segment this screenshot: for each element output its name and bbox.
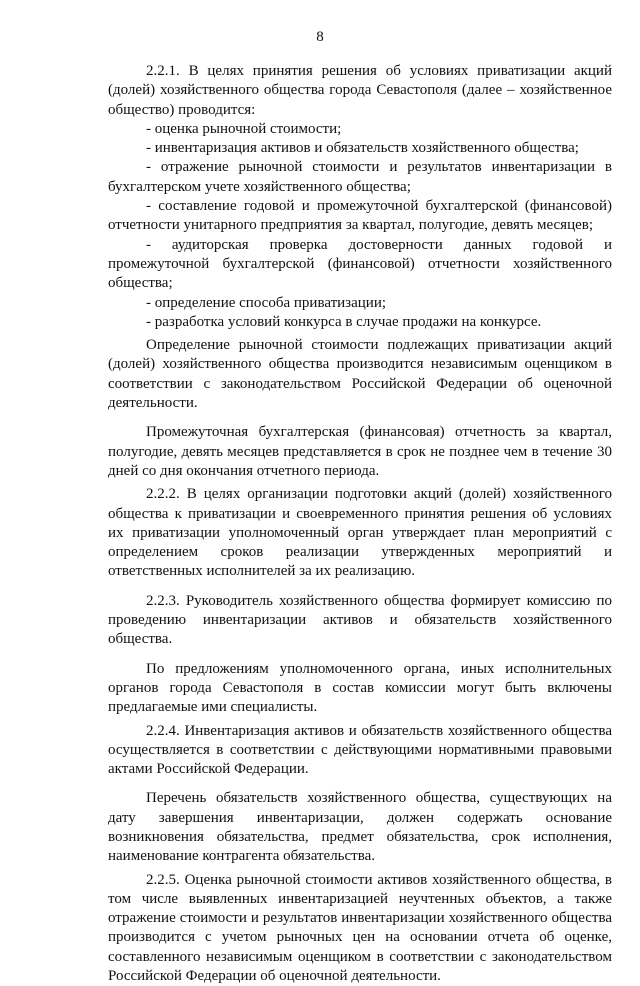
paragraph-2-2-3: 2.2.3. Руководитель хозяйственного общества формирует комиссию по проведению инвентаризации активов и обязательств хозяйственного общества. bbox=[108, 592, 612, 648]
paragraph-2-2-5: 2.2.5. Оценка рыночной стоимости активов хозяйственного общества, в том числе выявленных инвентаризацией неучтенных объектов, а также отражение стоимости и результатов инвентаризации хозяйственного общества производится с учетом рыночных цен на основании отчета об оценке, составленного независимым оценщиком в соответствии с законодательством Российской Федерации об оценочной деятельности. bbox=[108, 871, 612, 985]
page-number: 8 bbox=[316, 29, 324, 45]
list-item-tender-terms: - разработка условий конкурса в случае продажи на конкурсе. bbox=[146, 313, 542, 330]
list-item-reporting: - составление годовой и промежуточной бухгалтерской (финансовой) отчетности унитарного предприятия за квартал, полугодие, девять месяцев; bbox=[108, 198, 612, 234]
paragraph-interim-reporting: Промежуточная бухгалтерская (финансовая) отчетность за квартал, полугодие, девять месяцев представляется в срок не позднее чем в течение 30 дней со дня окончания отчетного периода. bbox=[108, 424, 612, 479]
list-item-accounting: - отражение рыночной стоимости и результатов инвентаризации в бухгалтерском учете хозяйственного общества; bbox=[108, 159, 612, 195]
paragraph-market-value-determination: Определение рыночной стоимости подлежащих приватизации акций (долей) хозяйственного общества производится независимым оценщиком в соответствии с законодательством Российской Федерации об оценочной деятельности. bbox=[108, 337, 612, 412]
paragraph-2-2-1: 2.2.1. В целях принятия решения об условиях приватизации акций (долей) хозяйственного общества города Севастополя (далее – хозяйственное общество) проводится: bbox=[108, 63, 612, 118]
list-item-privatization-method: - определение способа приватизации; bbox=[146, 294, 387, 311]
paragraph-2-2-2: 2.2.2. В целях организации подготовки акций (долей) хозяйственного общества к приватизации и своевременного принятия решения об условиях их приватизации уполномоченный орган утверждает план мероприятий с определением сроков реализации утвержденных мероприятий и ответственных исполнителей за их реализацию. bbox=[108, 486, 612, 580]
list-item-market-value: - оценка рыночной стоимости; bbox=[146, 120, 342, 137]
paragraph-2-2-4: 2.2.4. Инвентаризация активов и обязательств хозяйственного общества осуществляется в соответствии с действующими нормативными правовыми актами Российской Федерации. bbox=[108, 722, 612, 778]
list-item-audit: - аудиторская проверка достоверности данных годовой и промежуточной бухгалтерской (финансовой) отчетности хозяйственного общества; bbox=[108, 236, 612, 292]
paragraph-commission-members: По предложениям уполномоченного органа, иных исполнительных органов города Севастополя в состав комиссии могут быть включены предлагаемые ими специалисты. bbox=[108, 660, 612, 716]
list-item-inventory: - инвентаризация активов и обязательств хозяйственного общества; bbox=[146, 140, 579, 157]
paragraph-obligations-list: Перечень обязательств хозяйственного общества, существующих на дату завершения инвентаризации, должен содержать основание возникновения обязательства, предмет обязательства, срок исполнения, наименование контрагента обязательства. bbox=[108, 790, 612, 865]
document-body bbox=[108, 62, 612, 986]
